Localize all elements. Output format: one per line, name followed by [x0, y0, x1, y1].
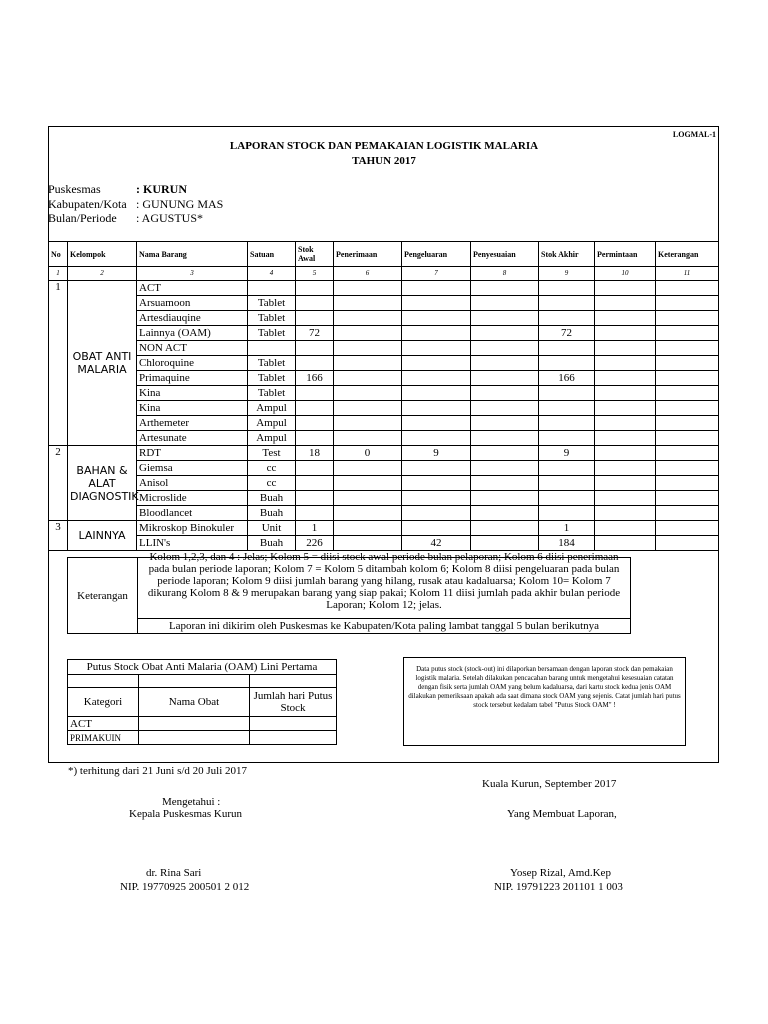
header-no: No	[49, 242, 68, 267]
item-satuan: Tablet	[248, 386, 296, 401]
item-keterangan	[656, 416, 719, 431]
signature-left-nip: NIP. 19770925 200501 2 012	[120, 881, 250, 893]
item-name: Artesunate	[137, 431, 248, 446]
item-pengeluaran: 42	[402, 536, 471, 551]
item-permintaan	[595, 401, 656, 416]
item-pengeluaran	[402, 386, 471, 401]
item-keterangan	[656, 461, 719, 476]
item-stok-awal	[296, 281, 334, 296]
item-pengeluaran	[402, 311, 471, 326]
header-stok-akhir: Stok Akhir	[539, 242, 595, 267]
header-stok-awal: Stok Awal	[296, 242, 334, 267]
item-stok-awal: 72	[296, 326, 334, 341]
header-penyesuaian: Penyesuaian	[471, 242, 539, 267]
putus-stock-nama-header: Nama Obat	[139, 688, 250, 717]
table-row	[49, 416, 719, 431]
column-number: 11	[656, 267, 719, 281]
kabupaten-label: Kabupaten/Kota	[48, 197, 127, 211]
item-permintaan	[595, 311, 656, 326]
signature-left-role: Kepala Puskesmas Kurun	[129, 808, 243, 820]
putus-stock-category: ACT	[68, 717, 139, 731]
table-header-row	[49, 242, 719, 267]
table-row	[68, 717, 337, 731]
item-keterangan	[656, 401, 719, 416]
keterangan-partial-line: Kolom 1,2,3, dan 4 : Jelas; Kolom 5 = diisi stock awal periode bulan pelaporan; Kolom 6 diisi penerimaan	[149, 551, 619, 563]
putus-stock-nama-cell	[139, 717, 250, 731]
item-satuan: Ampul	[248, 416, 296, 431]
item-penerimaan	[334, 536, 402, 551]
header-penerimaan: Penerimaan	[334, 242, 402, 267]
item-penyesuaian	[471, 461, 539, 476]
item-name: Giemsa	[137, 461, 248, 476]
putus-stock-title: Putus Stock Obat Anti Malaria (OAM) Lini Pertama	[68, 660, 337, 675]
group-number: 3	[49, 521, 68, 551]
item-permintaan	[595, 476, 656, 491]
keterangan-row	[68, 558, 631, 619]
putus-stock-title-row	[68, 660, 337, 675]
column-number-row	[49, 267, 719, 281]
item-satuan: Tablet	[248, 326, 296, 341]
item-keterangan	[656, 536, 719, 551]
bulan-value: : AGUSTUS*	[136, 211, 204, 225]
column-number: 9	[539, 267, 595, 281]
item-penerimaan	[334, 416, 402, 431]
table-row	[49, 386, 719, 401]
item-name: Primaquine	[137, 371, 248, 386]
keterangan-text: pada bulan periode laporan; Kolom 7 = Kolom 5 ditambah kolom 6; Kolom 8 diisi pengeluaran pada bulan periode laporan; Kolom 9 diisi jumlah barang yang hilang, rusak atau kadaluarsa; Kolom 10= Kolom 7 dikurang Kolom 8 & 9 merupakan barang yang siap pakai; Kolom 11 diisi jumlah pada akhir bulan periode Laporan; Kolom 12; jelas.	[147, 563, 621, 611]
item-penerimaan	[334, 386, 402, 401]
item-pengeluaran	[402, 461, 471, 476]
item-stok-awal	[296, 296, 334, 311]
item-stok-awal: 1	[296, 521, 334, 536]
putus-stock-jumlah-header: Jumlah hari Putus Stock	[250, 688, 337, 717]
putus-stock-table	[67, 659, 337, 745]
item-keterangan	[656, 371, 719, 386]
item-pengeluaran	[402, 356, 471, 371]
item-stok-awal: 226	[296, 536, 334, 551]
item-stok-awal	[296, 311, 334, 326]
item-stok-akhir	[539, 506, 595, 521]
item-stok-akhir	[539, 386, 595, 401]
item-name: LLIN's	[137, 536, 248, 551]
item-pengeluaran	[402, 491, 471, 506]
item-penerimaan	[334, 371, 402, 386]
item-name: Kina	[137, 386, 248, 401]
item-permintaan	[595, 461, 656, 476]
item-name: Lainnya (OAM)	[137, 326, 248, 341]
group-number: 2	[49, 446, 68, 521]
form-code: LOGMAL-1	[672, 130, 716, 139]
item-keterangan	[656, 431, 719, 446]
table-row	[49, 521, 719, 536]
group-name: LAINNYA	[68, 521, 137, 551]
table-row	[49, 506, 719, 521]
item-stok-akhir	[539, 401, 595, 416]
table-row	[49, 356, 719, 371]
item-stok-awal	[296, 386, 334, 401]
keterangan-send-note: Laporan ini dikirim oleh Puskesmas ke Kabupaten/Kota paling lambat tanggal 5 bulan berikutnya	[138, 619, 631, 634]
item-stok-akhir	[539, 491, 595, 506]
column-number: 4	[248, 267, 296, 281]
item-stok-akhir: 1	[539, 521, 595, 536]
item-satuan: Tablet	[248, 356, 296, 371]
item-pengeluaran	[402, 431, 471, 446]
item-penerimaan	[334, 401, 402, 416]
group-name: BAHAN & ALAT DIAGNOSTIK	[68, 446, 137, 521]
item-penyesuaian	[471, 311, 539, 326]
keterangan-label: Keterangan	[68, 558, 138, 634]
item-name: Arsuamoon	[137, 296, 248, 311]
column-number: 6	[334, 267, 402, 281]
item-pengeluaran	[402, 341, 471, 356]
item-stok-awal: 166	[296, 371, 334, 386]
item-permintaan	[595, 416, 656, 431]
item-stok-akhir: 166	[539, 371, 595, 386]
column-number: 8	[471, 267, 539, 281]
item-penyesuaian	[471, 446, 539, 461]
item-stok-akhir	[539, 416, 595, 431]
item-penerimaan	[334, 326, 402, 341]
item-satuan	[248, 341, 296, 356]
item-stok-awal	[296, 461, 334, 476]
header-permintaan: Permintaan	[595, 242, 656, 267]
report-title: LAPORAN STOCK DAN PEMAKAIAN LOGISTIK MALARIA	[229, 140, 539, 152]
item-penyesuaian	[471, 296, 539, 311]
item-stok-akhir	[539, 296, 595, 311]
puskesmas-value: : KURUN	[136, 182, 187, 196]
putus-stock-kategori-header: Kategori	[68, 688, 139, 717]
item-penyesuaian	[471, 281, 539, 296]
item-penyesuaian	[471, 431, 539, 446]
header-nama-barang: Nama Barang	[137, 242, 248, 267]
item-name: Bloodlancet	[137, 506, 248, 521]
item-permintaan	[595, 506, 656, 521]
table-row	[49, 281, 719, 296]
putus-stock-blank-row	[68, 675, 337, 688]
item-permintaan	[595, 341, 656, 356]
column-number: 1	[49, 267, 68, 281]
item-stok-awal	[296, 401, 334, 416]
stock-out-note: Data putus stock (stock-out) ini dilaporkan bersamaan dengan laporan stock dan pemakaian logistik malaria. Setelah dilakukan pencacahan barang untuk mengetahui kesesuaian catatan dengan fisik serta jumlah OAM yang belum kadaluarsa, dari kartu stock kedua jenis OAM dilakukan pemeriksaan apakah ada saat dimana stock OAM yang sejenis. Catat jumlah hari putus stock tersebut kedalam tabel "Putus Stock OAM" !	[403, 657, 686, 746]
item-satuan: Ampul	[248, 431, 296, 446]
item-keterangan	[656, 311, 719, 326]
table-row	[49, 371, 719, 386]
blank-cell	[250, 675, 337, 688]
item-penyesuaian	[471, 491, 539, 506]
table-row	[49, 446, 719, 461]
item-pengeluaran	[402, 506, 471, 521]
item-stok-akhir	[539, 476, 595, 491]
item-stok-akhir: 72	[539, 326, 595, 341]
column-number: 7	[402, 267, 471, 281]
header-satuan: Satuan	[248, 242, 296, 267]
signature-left-title: Mengetahui :	[162, 796, 221, 808]
item-permintaan	[595, 446, 656, 461]
item-stok-awal	[296, 431, 334, 446]
item-stok-akhir	[539, 461, 595, 476]
item-keterangan	[656, 281, 719, 296]
header-pengeluaran: Pengeluaran	[402, 242, 471, 267]
item-satuan: Buah	[248, 536, 296, 551]
table-row	[49, 401, 719, 416]
item-penerimaan	[334, 506, 402, 521]
item-keterangan	[656, 326, 719, 341]
item-permintaan	[595, 536, 656, 551]
item-keterangan	[656, 386, 719, 401]
table-row	[49, 326, 719, 341]
header-keterangan: Keterangan	[656, 242, 719, 267]
table-row	[49, 461, 719, 476]
item-penyesuaian	[471, 416, 539, 431]
column-number: 3	[137, 267, 248, 281]
column-number: 2	[68, 267, 137, 281]
item-penyesuaian	[471, 386, 539, 401]
item-keterangan	[656, 356, 719, 371]
item-penerimaan	[334, 491, 402, 506]
report-year: TAHUN 2017	[352, 155, 416, 167]
item-stok-akhir	[539, 341, 595, 356]
table-row	[68, 731, 337, 745]
item-penyesuaian	[471, 521, 539, 536]
keterangan-row	[68, 619, 631, 634]
item-permintaan	[595, 491, 656, 506]
item-penyesuaian	[471, 506, 539, 521]
item-stok-awal	[296, 506, 334, 521]
table-row	[49, 431, 719, 446]
item-penerimaan	[334, 461, 402, 476]
item-name: NON ACT	[137, 341, 248, 356]
signature-right-nip: NIP. 19791223 201101 1 003	[494, 881, 623, 893]
group-name: OBAT ANTI MALARIA	[68, 281, 137, 446]
item-permintaan	[595, 521, 656, 536]
item-keterangan	[656, 476, 719, 491]
signature-right-role: Yang Membuat Laporan,	[507, 808, 617, 820]
item-penyesuaian	[471, 401, 539, 416]
item-penerimaan	[334, 431, 402, 446]
putus-stock-jumlah-cell	[250, 717, 337, 731]
item-name: Arthemeter	[137, 416, 248, 431]
item-permintaan	[595, 371, 656, 386]
item-stok-awal	[296, 341, 334, 356]
item-penyesuaian	[471, 371, 539, 386]
item-name: RDT	[137, 446, 248, 461]
item-keterangan	[656, 341, 719, 356]
signature-right-name: Yosep Rizal, Amd.Kep	[510, 867, 611, 879]
item-stok-awal	[296, 356, 334, 371]
item-permintaan	[595, 431, 656, 446]
table-row	[49, 296, 719, 311]
puskesmas-label: Puskesmas	[48, 182, 101, 196]
putus-stock-header-row	[68, 688, 337, 717]
item-pengeluaran	[402, 296, 471, 311]
item-satuan: Buah	[248, 506, 296, 521]
signature-left-name: dr. Rina Sari	[146, 867, 202, 879]
column-number: 10	[595, 267, 656, 281]
item-penyesuaian	[471, 341, 539, 356]
item-satuan: Buah	[248, 491, 296, 506]
item-pengeluaran	[402, 401, 471, 416]
item-penerimaan	[334, 521, 402, 536]
item-stok-awal	[296, 491, 334, 506]
header-kelompok: Kelompok	[68, 242, 137, 267]
item-name: Microslide	[137, 491, 248, 506]
item-stok-awal	[296, 416, 334, 431]
item-stok-akhir	[539, 431, 595, 446]
column-number: 5	[296, 267, 334, 281]
item-keterangan	[656, 491, 719, 506]
item-keterangan	[656, 506, 719, 521]
item-permintaan	[595, 281, 656, 296]
item-penyesuaian	[471, 356, 539, 371]
keterangan-table	[67, 551, 631, 634]
item-satuan	[248, 281, 296, 296]
table-row	[49, 341, 719, 356]
table-row	[49, 476, 719, 491]
signature-place-date: Kuala Kurun, September 2017	[482, 778, 617, 790]
blank-cell	[139, 675, 250, 688]
blank-cell	[68, 675, 139, 688]
item-stok-akhir	[539, 281, 595, 296]
item-name: Anisol	[137, 476, 248, 491]
table-row	[49, 311, 719, 326]
item-pengeluaran	[402, 326, 471, 341]
table-row	[49, 491, 719, 506]
putus-stock-nama-cell	[139, 731, 250, 745]
item-permintaan	[595, 356, 656, 371]
item-pengeluaran	[402, 416, 471, 431]
item-satuan: Test	[248, 446, 296, 461]
item-penerimaan	[334, 356, 402, 371]
putus-stock-jumlah-cell	[250, 731, 337, 745]
item-satuan: cc	[248, 476, 296, 491]
item-stok-akhir: 184	[539, 536, 595, 551]
item-keterangan	[656, 521, 719, 536]
item-stok-awal	[296, 476, 334, 491]
item-pengeluaran	[402, 281, 471, 296]
footnote: *) terhitung dari 21 Juni s/d 20 Juli 2017	[68, 765, 248, 777]
item-stok-akhir	[539, 311, 595, 326]
item-satuan: Ampul	[248, 401, 296, 416]
bulan-label: Bulan/Periode	[48, 211, 117, 225]
item-penerimaan	[334, 281, 402, 296]
table-row	[49, 536, 719, 551]
item-name: Artesdiauqine	[137, 311, 248, 326]
item-penerimaan	[334, 311, 402, 326]
item-permintaan	[595, 386, 656, 401]
item-satuan: Unit	[248, 521, 296, 536]
item-penerimaan: 0	[334, 446, 402, 461]
item-keterangan	[656, 296, 719, 311]
item-pengeluaran	[402, 371, 471, 386]
item-penerimaan	[334, 296, 402, 311]
item-satuan: Tablet	[248, 311, 296, 326]
putus-stock-category: PRIMAKUIN	[68, 731, 139, 745]
item-name: ACT	[137, 281, 248, 296]
stock-table	[48, 241, 719, 551]
item-stok-akhir: 9	[539, 446, 595, 461]
item-pengeluaran	[402, 476, 471, 491]
item-pengeluaran	[402, 521, 471, 536]
item-permintaan	[595, 296, 656, 311]
item-penerimaan	[334, 476, 402, 491]
item-satuan: Tablet	[248, 371, 296, 386]
keterangan-text-cell	[138, 551, 631, 619]
item-name: Mikroskop Binokuler	[137, 521, 248, 536]
item-stok-awal: 18	[296, 446, 334, 461]
item-penyesuaian	[471, 536, 539, 551]
item-penerimaan	[334, 341, 402, 356]
item-name: Kina	[137, 401, 248, 416]
item-satuan: cc	[248, 461, 296, 476]
item-stok-akhir	[539, 356, 595, 371]
item-name: Chloroquine	[137, 356, 248, 371]
item-pengeluaran: 9	[402, 446, 471, 461]
kabupaten-value: : GUNUNG MAS	[136, 197, 224, 211]
group-number: 1	[49, 281, 68, 446]
item-satuan: Tablet	[248, 296, 296, 311]
item-keterangan	[656, 446, 719, 461]
item-penyesuaian	[471, 476, 539, 491]
item-permintaan	[595, 326, 656, 341]
item-penyesuaian	[471, 326, 539, 341]
